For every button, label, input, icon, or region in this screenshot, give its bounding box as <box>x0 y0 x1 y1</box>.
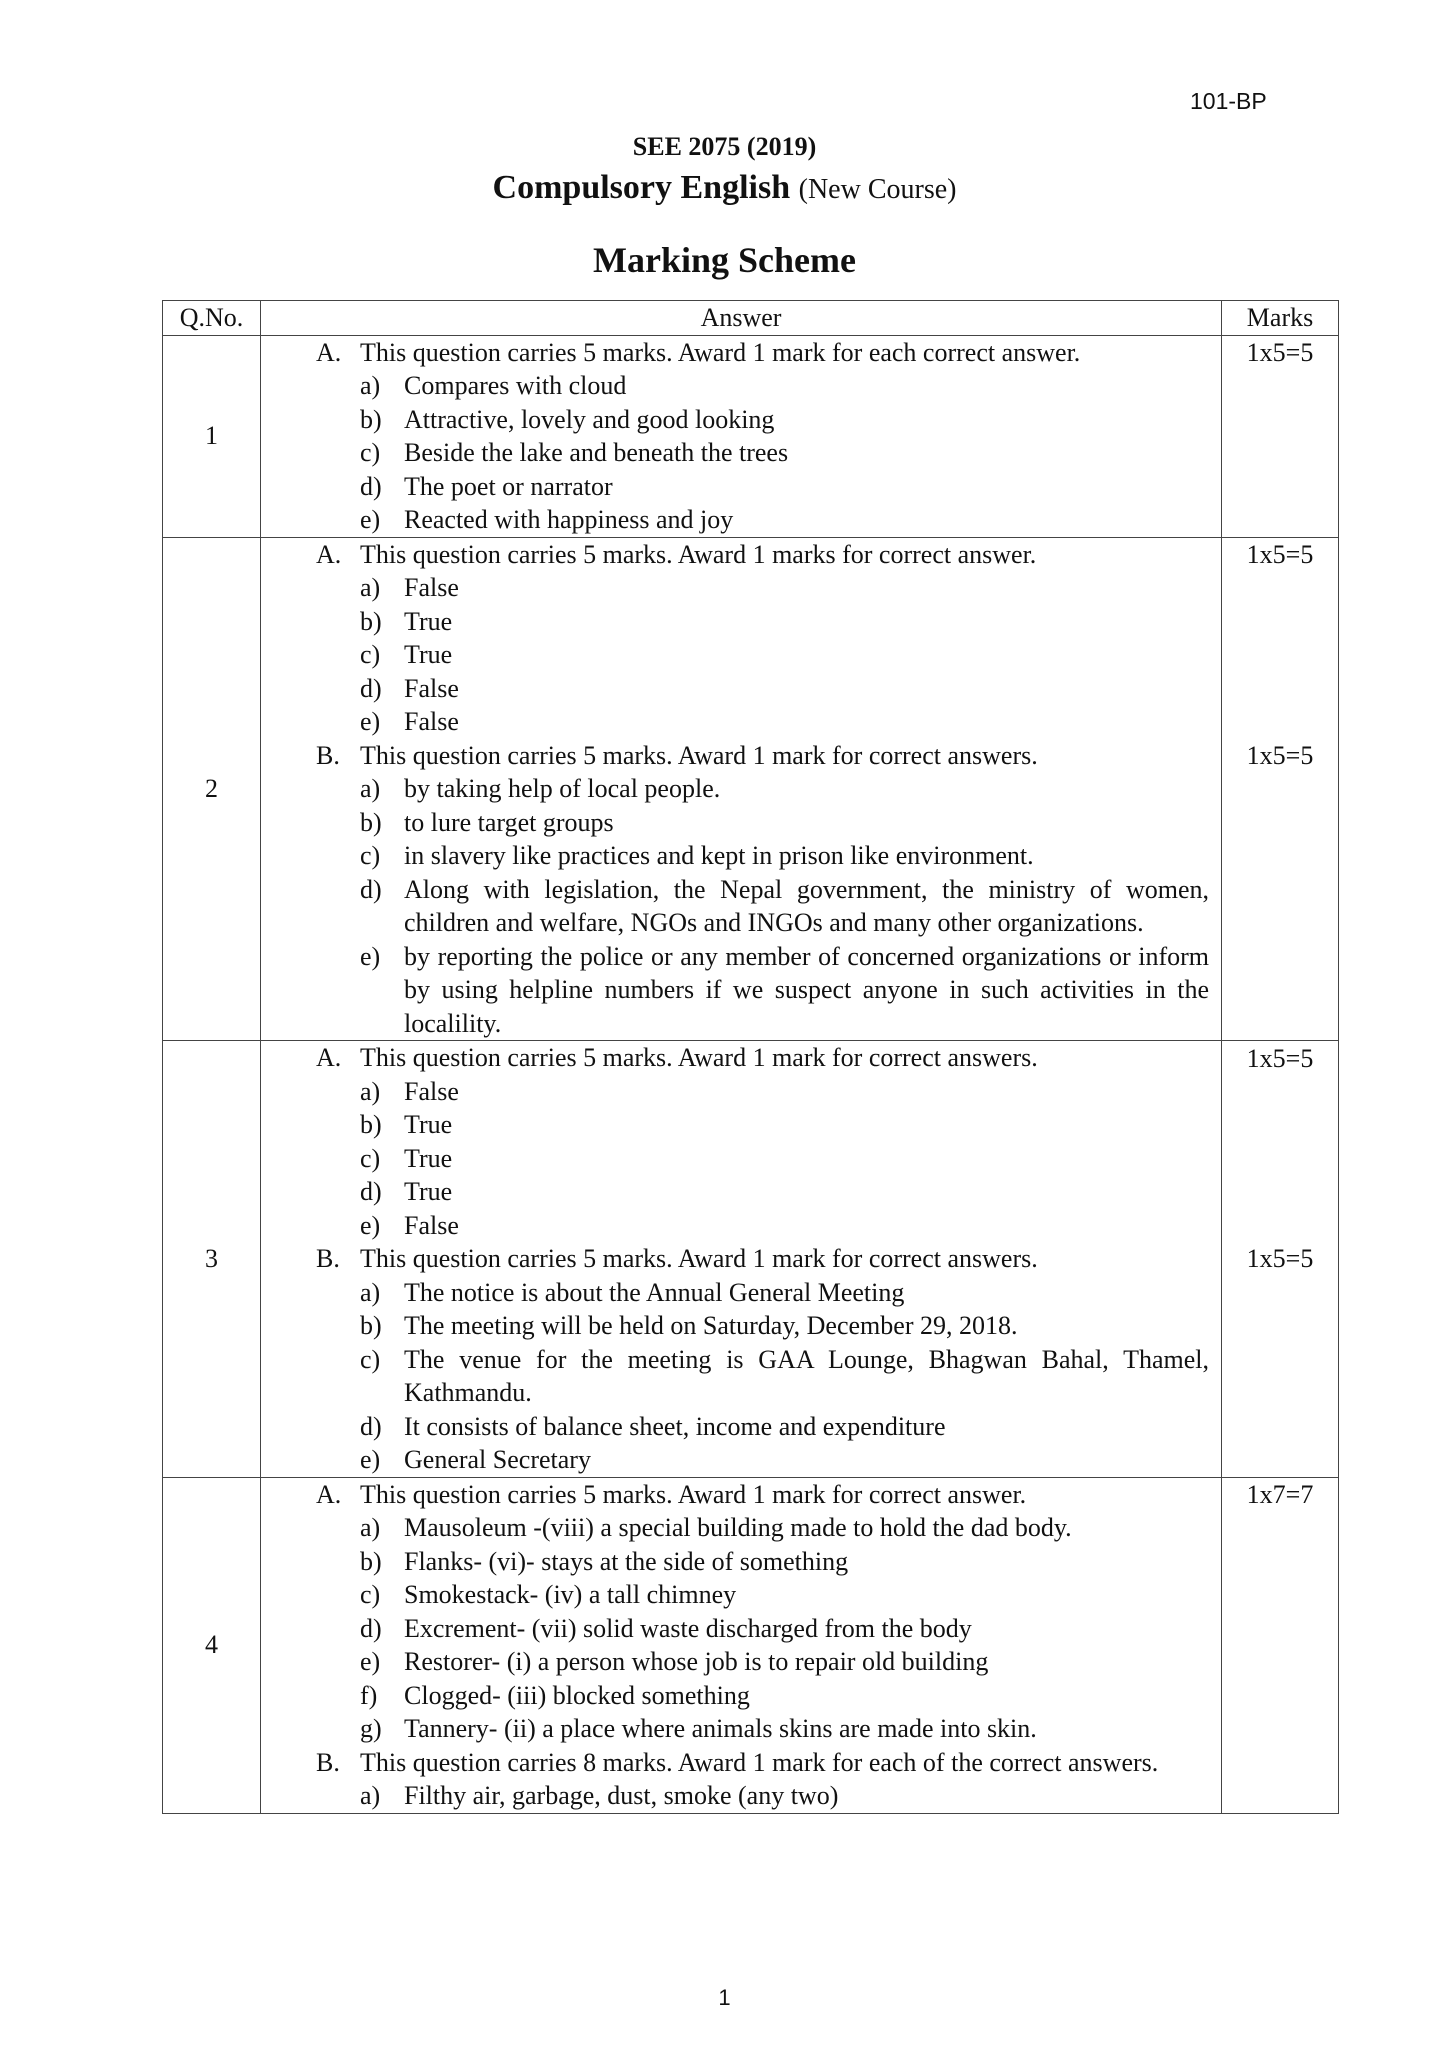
section-text: This question carries 5 marks. Award 1 marks for correct answer. <box>360 539 1037 569</box>
section-text: This question carries 5 marks. Award 1 mark for correct answers. <box>360 1244 1038 1273</box>
item-label: b) <box>360 1110 382 1139</box>
section-text: This question carries 5 marks. Award 1 mark for correct answer. <box>360 1479 1027 1509</box>
item-label: a) <box>360 573 381 602</box>
table-row <box>163 335 1339 537</box>
section-marks: 1x7=7 <box>1246 1480 1314 1509</box>
list-item <box>360 403 1209 437</box>
exam-title: SEE 2075 (2019) <box>632 132 817 161</box>
list-item <box>360 1410 1209 1444</box>
item-text: True <box>404 606 453 636</box>
table-row <box>163 537 1339 1041</box>
header-answer: Answer <box>261 301 1222 336</box>
marks-cell <box>1222 1041 1339 1478</box>
section-marks: 1x5=5 <box>1246 1043 1314 1073</box>
item-label: d) <box>360 874 382 904</box>
item-text: Mausoleum -(viii) a special building made to hold the dad body. <box>404 1513 1072 1542</box>
page-number: 1 <box>718 1985 731 2010</box>
list-item <box>360 940 1209 1041</box>
list-item <box>360 1443 1209 1477</box>
item-text: Clogged- (iii) blocked something <box>404 1680 750 1710</box>
item-label: b) <box>360 807 382 837</box>
list-item <box>360 672 1209 706</box>
list-item <box>360 1108 1209 1142</box>
list-item <box>360 571 1209 605</box>
item-label: b) <box>360 606 382 636</box>
item-label: e) <box>360 707 381 736</box>
item-text: Filthy air, garbage, dust, smoke (any two) <box>404 1781 839 1810</box>
section-heading <box>316 336 1209 370</box>
item-text: Tannery- (ii) a place where animals skins are made into skin. <box>404 1714 1037 1743</box>
section-marks: 1x5=5 <box>1246 1244 1314 1273</box>
section-heading <box>316 1746 1209 1780</box>
item-label: c) <box>360 640 381 669</box>
item-text: True <box>404 1143 453 1173</box>
item-text: Along with legislation, the Nepal government, the ministry of women, children and welfare, NGOs and INGOs and many other organizations. <box>404 874 1209 937</box>
section-text: This question carries 8 marks. Award 1 mark for each of the correct answers. <box>360 1747 1159 1777</box>
item-label: d) <box>360 1613 382 1643</box>
answer-cell <box>261 1041 1222 1478</box>
table-header-row <box>163 301 1339 336</box>
question-number: 2 <box>163 537 261 1041</box>
list-item <box>360 1612 1209 1646</box>
list-item <box>360 369 1209 403</box>
item-label: c) <box>360 841 381 870</box>
item-text: General Secretary <box>404 1445 591 1474</box>
item-label: c) <box>360 1580 381 1609</box>
list-item <box>360 1209 1209 1243</box>
list-item <box>360 705 1209 739</box>
item-label: a) <box>360 1513 381 1542</box>
item-label: d) <box>360 673 382 703</box>
header-marks: Marks <box>1222 301 1339 336</box>
item-label: a) <box>360 1076 381 1106</box>
item-label: a) <box>360 1781 381 1810</box>
item-text: True <box>404 1177 453 1206</box>
list-item <box>360 1075 1209 1109</box>
item-label: c) <box>360 1143 381 1173</box>
list-item <box>360 638 1209 672</box>
list-item <box>360 1142 1209 1176</box>
section-text: This question carries 5 marks. Award 1 mark for correct answers. <box>360 1043 1038 1072</box>
item-text: False <box>404 573 459 602</box>
item-label: e) <box>360 1445 381 1474</box>
title-block <box>0 130 1449 282</box>
item-text: by reporting the police or any member of concerned organizations or inform by using helpline numbers if we suspect anyone in such activities in the localility. <box>404 941 1209 1038</box>
item-label: b) <box>360 404 382 434</box>
item-label: c) <box>360 438 381 467</box>
section-heading <box>316 538 1209 572</box>
list-item <box>360 470 1209 504</box>
item-text: by taking help of local people. <box>404 774 721 803</box>
table-body <box>163 335 1339 1813</box>
section-label: A. <box>316 337 342 367</box>
page-code: 101-BP <box>1190 88 1267 114</box>
section-text: This question carries 5 marks. Award 1 mark for each correct answer. <box>360 337 1081 367</box>
list-item <box>360 1343 1209 1410</box>
item-label: d) <box>360 1411 382 1441</box>
list-item <box>360 503 1209 537</box>
marks-cell <box>1222 537 1339 1041</box>
section-marks <box>1222 1746 1338 1780</box>
section-label: B. <box>316 740 340 770</box>
subject-name: Compulsory English <box>492 169 791 206</box>
item-label: g) <box>360 1714 382 1743</box>
table-row <box>163 1477 1339 1813</box>
list-item <box>360 1679 1209 1713</box>
item-text: It consists of balance sheet, income and expenditure <box>404 1411 946 1441</box>
item-text: Excrement- (vii) solid waste discharged from the body <box>404 1613 972 1643</box>
answer-cell <box>261 537 1222 1041</box>
item-label: b) <box>360 1546 382 1576</box>
list-item <box>360 1712 1209 1746</box>
marks-cell <box>1222 335 1339 537</box>
item-text: True <box>404 640 453 669</box>
list-item <box>360 806 1209 840</box>
list-item <box>360 1578 1209 1612</box>
item-text: Reacted with happiness and joy <box>404 505 734 534</box>
list-item <box>360 1511 1209 1545</box>
item-text: The notice is about the Annual General Meeting <box>404 1277 905 1307</box>
item-label: e) <box>360 941 381 971</box>
item-label: d) <box>360 471 382 501</box>
item-text: in slavery like practices and kept in prison like environment. <box>404 841 1034 870</box>
item-text: True <box>404 1110 453 1139</box>
section-label: A. <box>316 1043 342 1072</box>
item-label: a) <box>360 1277 381 1307</box>
item-text: The venue for the meeting is GAA Lounge, Bhagwan Bahal, Thamel, Kathmandu. <box>404 1344 1209 1407</box>
item-label: a) <box>360 774 381 803</box>
section-heading <box>316 739 1209 773</box>
item-text: The meeting will be held on Saturday, December 29, 2018. <box>404 1311 1018 1340</box>
section-label: B. <box>316 1747 340 1777</box>
item-text: False <box>404 1210 459 1240</box>
course-label: (New Course) <box>798 174 957 205</box>
list-item <box>360 605 1209 639</box>
item-text: The poet or narrator <box>404 471 613 501</box>
item-label: e) <box>360 1210 381 1240</box>
section-label: B. <box>316 1244 340 1273</box>
list-item <box>360 436 1209 470</box>
section-heading <box>316 1242 1209 1276</box>
item-label: f) <box>360 1680 378 1710</box>
question-number: 3 <box>163 1041 261 1478</box>
section-marks: 1x5=5 <box>1246 740 1314 770</box>
scheme-title: Marking Scheme <box>593 240 856 280</box>
item-text: False <box>404 707 459 736</box>
marks-cell <box>1222 1477 1339 1813</box>
item-text: Flanks- (vi)- stays at the side of something <box>404 1546 849 1576</box>
section-text: This question carries 5 marks. Award 1 mark for correct answers. <box>360 740 1038 770</box>
item-label: d) <box>360 1177 382 1206</box>
item-label: e) <box>360 505 381 534</box>
answer-cell <box>261 1477 1222 1813</box>
table-row <box>163 1041 1339 1478</box>
marking-scheme-table <box>162 300 1339 1814</box>
item-text: Beside the lake and beneath the trees <box>404 438 789 467</box>
section-marks: 1x5=5 <box>1246 540 1314 569</box>
section-label: A. <box>316 1479 342 1509</box>
section-marks: 1x5=5 <box>1246 338 1314 367</box>
item-label: a) <box>360 371 381 400</box>
list-item <box>360 772 1209 806</box>
item-text: Compares with cloud <box>404 371 627 400</box>
list-item <box>360 1276 1209 1310</box>
item-text: False <box>404 1076 459 1106</box>
subject-title <box>0 166 1449 212</box>
question-number: 1 <box>163 335 261 537</box>
list-item <box>360 1645 1209 1679</box>
answer-cell <box>261 335 1222 537</box>
list-item <box>360 1175 1209 1209</box>
item-text: Attractive, lovely and good looking <box>404 404 775 434</box>
section-heading <box>316 1041 1209 1075</box>
list-item <box>360 1779 1209 1813</box>
section-label: A. <box>316 539 342 569</box>
header-qno: Q.No. <box>163 301 261 336</box>
item-text: False <box>404 673 459 703</box>
item-label: b) <box>360 1311 382 1340</box>
item-text: Restorer- (i) a person whose job is to repair old building <box>404 1647 989 1676</box>
item-label: c) <box>360 1344 381 1374</box>
item-label: e) <box>360 1647 381 1676</box>
item-text: Smokestack- (iv) a tall chimney <box>404 1580 737 1609</box>
item-text: to lure target groups <box>404 807 614 837</box>
question-number: 4 <box>163 1477 261 1813</box>
list-item <box>360 1309 1209 1343</box>
list-item <box>360 839 1209 873</box>
list-item <box>360 873 1209 940</box>
section-heading <box>316 1478 1209 1512</box>
list-item <box>360 1545 1209 1579</box>
